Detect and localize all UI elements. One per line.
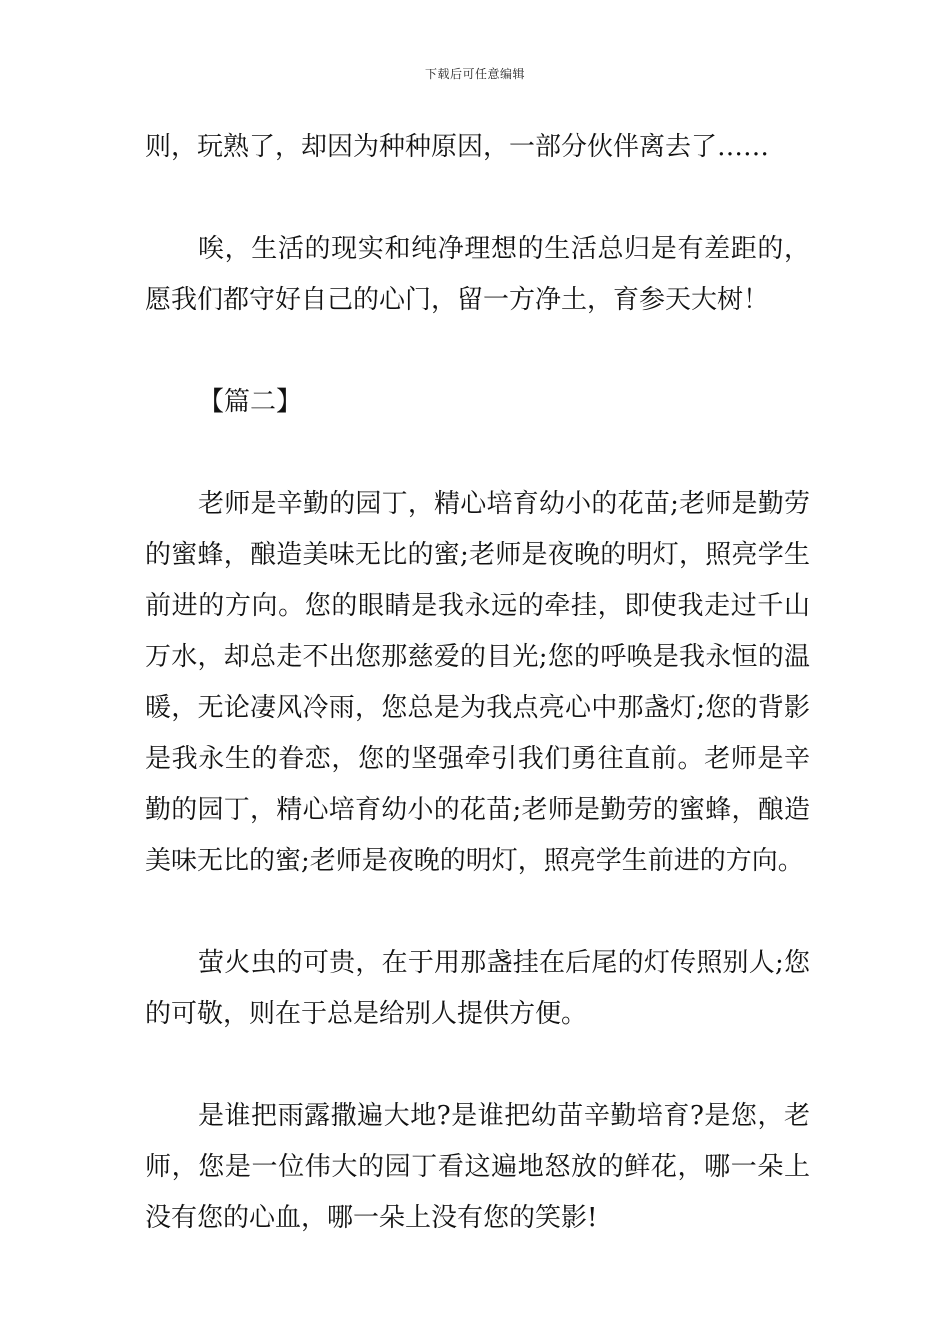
paragraph-firefly: 萤火虫的可贵，在于用那盏挂在后尾的灯传照别人;您的可敬，则在于总是给别人提供方便。	[145, 948, 810, 1029]
paragraph-continuation: 则，玩熟了，却因为种种原因，一部分伙伴离去了……	[145, 132, 770, 162]
page-header-note: 下载后可任意编辑	[424, 67, 525, 81]
paragraph-teacher-praise: 老师是辛勤的园丁，精心培育幼小的花苗;老师是勤劳的蜜蜂，酿造美味无比的蜜;老师是夜晚的明灯，照亮学生前进的方向。您的眼睛是我永远的牵挂，即使我走过千山万水，却总走不出您那慈爱的目光;您的呼唤是我永恒的温暖，无论凄风冷雨，您总是为我点亮心中那盏灯;您的背影是我永生的眷恋，您的坚强牵引我们勇往直前。老师是辛勤的园丁，精心培育幼小的花苗;老师是勤劳的蜜蜂，酿造美味无比的蜜;老师是夜晚的明灯，照亮学生前进的方向。	[145, 489, 810, 876]
paragraph-gardener: 是谁把雨露撒遍大地?是谁把幼苗辛勤培育?是您，老师，您是一位伟大的园丁看这遍地怒放的鲜花，哪一朵上没有您的心血，哪一朵上没有您的笑影!	[145, 1101, 810, 1233]
section-heading: 【篇二】	[198, 387, 303, 417]
paragraph-reflection: 唉，生活的现实和纯净理想的生活总归是有差距的，愿我们都守好自己的心门，留一方净土，育参天大树！	[145, 234, 810, 315]
document-body	[145, 122, 810, 1244]
